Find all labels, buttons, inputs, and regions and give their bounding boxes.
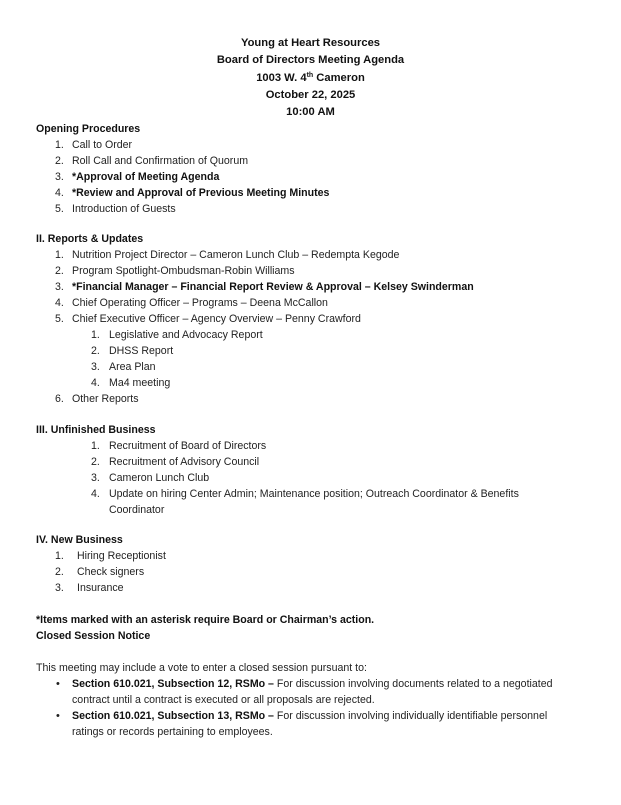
section-opening-procedures — [36, 121, 596, 217]
list-item: 2. Recruitment of Advisory Council — [91, 456, 260, 468]
sub-list-item: 1. Legislative and Advocacy Report — [91, 329, 263, 341]
list-item: 6. Other Reports — [55, 393, 139, 405]
closed-session-intro: This meeting may include a vote to enter a closed session pursuant to: — [36, 662, 367, 674]
list-item: 3. *Financial Manager – Financial Report Review & Approval – Kelsey Swinderman — [55, 281, 474, 293]
list-item: 4. Update on hiring Center Admin; Maintenance position; Outreach Coordinator & Benefits Coordinator — [91, 488, 519, 516]
closed-session-notice — [36, 660, 596, 740]
section-unfinished-business — [36, 422, 596, 518]
section-title: III. Unfinished Business — [36, 424, 156, 436]
section-new-business — [36, 532, 596, 596]
list-item: 3. Insurance — [55, 582, 124, 594]
meeting-time: 10:00 AM — [286, 106, 335, 119]
meeting-date: October 22, 2025 — [265, 88, 356, 101]
section-title: IV. New Business — [36, 534, 123, 546]
bullet-icon: • — [56, 710, 60, 722]
section-title: Opening Procedures — [36, 123, 141, 135]
list-item: 1. Recruitment of Board of Directors — [91, 440, 267, 452]
bullet-item: • Section 610.021, Subsection 13, RSMo – For discussion involving individually identifiable personnel ratings or records pertaining to employees. — [56, 710, 548, 738]
list-item: 5. Introduction of Guests — [55, 203, 176, 215]
organization-name: Young at Heart Resources — [240, 37, 381, 49]
list-item: 2. Check signers — [55, 566, 145, 578]
bullet-icon: • — [56, 678, 60, 690]
section-reports-updates — [36, 231, 596, 407]
list-item: 4. Chief Operating Officer – Programs – Deena McCallon — [55, 297, 328, 309]
list-item: 1. Call to Order — [55, 139, 133, 151]
list-item: 2. Program Spotlight-Ombudsman-Robin Williams — [55, 265, 295, 277]
list-item: 3. Cameron Lunch Club — [91, 472, 210, 484]
list-item: 3. *Approval of Meeting Agenda — [55, 171, 220, 183]
list-item: 2. Roll Call and Confirmation of Quorum — [55, 155, 249, 167]
list-item: 4. *Review and Approval of Previous Meeting Minutes — [55, 187, 330, 199]
list-item: 5. Chief Executive Officer – Agency Overview – Penny Crawford — [55, 313, 361, 325]
sub-list-item: 3. Area Plan — [91, 361, 156, 373]
meeting-address: 1003 W. 4th Cameron — [256, 71, 365, 84]
list-item: 1. Hiring Receptionist — [55, 550, 166, 562]
closed-session-title: Closed Session Notice — [36, 630, 151, 642]
list-item: 1. Nutrition Project Director – Cameron Lunch Club – Redempta Kegode — [55, 249, 400, 261]
sub-list-item: 4. Ma4 meeting — [91, 377, 171, 389]
agenda-title: Board of Directors Meeting Agenda — [216, 54, 405, 67]
sub-list-item: 2. DHSS Report — [91, 345, 174, 357]
bullet-item: • Section 610.021, Subsection 12, RSMo – For discussion involving documents related to a negotiated contract until a contract is executed or all proposals are rejected. — [56, 678, 553, 706]
section-title: II. Reports & Updates — [36, 233, 144, 245]
document-header — [0, 35, 621, 121]
asterisk-note: *Items marked with an asterisk require Board or Chairman’s action. Closed Session Notice — [36, 612, 596, 644]
